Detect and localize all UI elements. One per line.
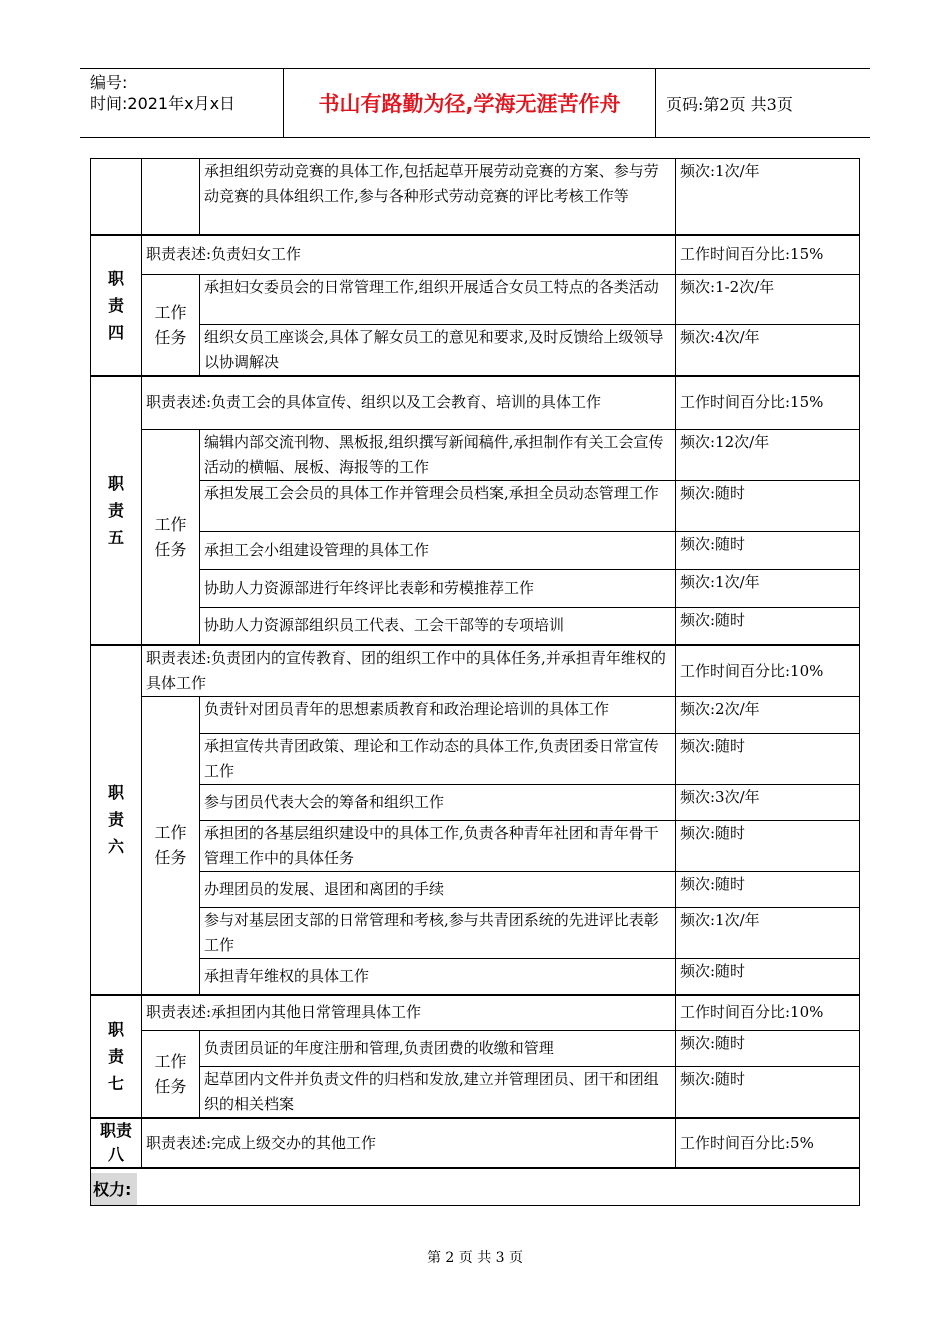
table-row	[91, 275, 860, 325]
table-row	[91, 697, 860, 734]
task-text: 参与对基层团支部的日常管理和考核,参与共青团系统的先进评比表彰工作	[200, 908, 676, 959]
duty-time-percentage: 工作时间百分比:10%	[676, 995, 860, 1031]
task-frequency: 频次:3次/年	[676, 785, 860, 821]
duty-time-percentage: 工作时间百分比:10%	[676, 645, 860, 697]
task-frequency: 频次:12次/年	[676, 429, 860, 480]
table-row	[91, 872, 860, 908]
task-text: 参与团员代表大会的筹备和组织工作	[200, 785, 676, 821]
task-text: 起草团内文件并负责文件的归档和发放,建立并管理团员、团干和团组织的相关档案	[200, 1067, 676, 1119]
task-frequency: 频次:随时	[676, 607, 860, 645]
task-text: 负责针对团员青年的思想素质教育和政治理论培训的具体工作	[200, 697, 676, 734]
table-row	[91, 429, 860, 480]
header-slogan: 书山有路勤为径,学海无涯苦作舟	[284, 69, 656, 137]
task-text: 协助人力资源部进行年终评比表彰和劳模推荐工作	[200, 569, 676, 607]
duty-time-percentage: 工作时间百分比:15%	[676, 376, 860, 429]
task-frequency: 频次:1次/年	[676, 908, 860, 959]
duty-label: 职责七	[91, 995, 142, 1119]
header-meta	[80, 69, 284, 137]
duty-description: 职责表述:承担团内其他日常管理具体工作	[142, 995, 676, 1031]
task-frequency: 频次:随时	[676, 821, 860, 872]
duty-description: 职责表述:完成上级交办的其他工作	[142, 1118, 676, 1168]
table-row	[91, 325, 860, 377]
page-header	[80, 68, 870, 138]
table-row	[91, 995, 860, 1031]
duty-label-cell	[91, 159, 142, 235]
task-frequency: 频次:随时	[676, 734, 860, 785]
task-frequency: 频次:随时	[676, 959, 860, 995]
table-row	[91, 821, 860, 872]
duty-description: 职责表述:负责团内的宣传教育、团的组织工作中的具体任务,并承担青年维权的具体工作	[142, 645, 676, 697]
task-text: 编辑内部交流刊物、黑板报,组织撰写新闻稿件,承担制作有关工会宣传活动的横幅、展板、海报等的工作	[200, 429, 676, 480]
task-text: 协助人力资源部组织员工代表、工会干部等的专项培训	[200, 607, 676, 645]
task-frequency: 频次:随时	[676, 480, 860, 531]
power-row	[91, 1168, 860, 1206]
task-text: 承担宣传共青团政策、理论和工作动态的具体工作,负责团委日常宣传工作	[200, 734, 676, 785]
table-row	[91, 235, 860, 275]
table-row	[91, 1031, 860, 1067]
task-label: 工作任务	[142, 275, 200, 377]
table-row	[91, 159, 860, 235]
duty-time-percentage: 工作时间百分比:15%	[676, 235, 860, 275]
table-row	[91, 908, 860, 959]
task-text: 承担工会小组建设管理的具体工作	[200, 531, 676, 569]
task-frequency: 频次:随时	[676, 531, 860, 569]
duty-description: 职责表述:负责妇女工作	[142, 235, 676, 275]
task-text: 负责团员证的年度注册和管理,负责团费的收缴和管理	[200, 1031, 676, 1067]
duty-time-percentage: 工作时间百分比:5%	[676, 1118, 860, 1168]
power-label: 权力:	[91, 1173, 137, 1205]
task-frequency: 频次:2次/年	[676, 697, 860, 734]
duty-description: 职责表述:负责工会的具体宣传、组织以及工会教育、培训的具体工作	[142, 376, 676, 429]
table-row	[91, 1168, 860, 1206]
task-text: 办理团员的发展、退团和离团的手续	[200, 872, 676, 908]
task-text: 承担青年维权的具体工作	[200, 959, 676, 995]
task-frequency: 频次:1次/年	[676, 159, 860, 235]
duty-label: 职责四	[91, 235, 142, 377]
task-frequency: 频次:随时	[676, 1067, 860, 1119]
task-text: 承担组织劳动竞赛的具体工作,包括起草开展劳动竞赛的方案、参与劳动竞赛的具体组织工作,参与各种形式劳动竞赛的评比考核工作等	[200, 159, 676, 235]
task-label: 工作任务	[142, 1031, 200, 1119]
date-label: 时间:2021年x月x日	[90, 94, 236, 113]
number-label: 编号:	[90, 73, 128, 92]
table-row	[91, 376, 860, 429]
table-row	[91, 569, 860, 607]
duty-label: 职责六	[91, 645, 142, 995]
table-row	[91, 1067, 860, 1119]
task-frequency: 频次:1次/年	[676, 569, 860, 607]
table-row	[91, 959, 860, 995]
task-frequency: 频次:1-2次/年	[676, 275, 860, 325]
table-row	[91, 734, 860, 785]
duty-table	[90, 158, 860, 1206]
task-frequency: 频次:随时	[676, 1031, 860, 1067]
task-text: 组织女员工座谈会,具体了解女员工的意见和要求,及时反馈给上级领导以协调解决	[200, 325, 676, 377]
duty-label: 职责五	[91, 376, 142, 645]
task-text: 承担妇女委员会的日常管理工作,组织开展适合女员工特点的各类活动	[200, 275, 676, 325]
table-row	[91, 531, 860, 569]
table-row	[91, 1118, 860, 1168]
page-footer: 第 2 页 共 3 页	[426, 1250, 524, 1266]
task-frequency: 频次:4次/年	[676, 325, 860, 377]
duty-label: 职责八	[91, 1118, 142, 1168]
header-page-info: 页码:第2页 共3页	[666, 94, 793, 114]
table-row	[91, 480, 860, 531]
table-row	[91, 785, 860, 821]
table-row	[91, 645, 860, 697]
task-label: 工作任务	[142, 429, 200, 645]
task-text: 承担团的各基层组织建设中的具体工作,负责各种青年社团和青年骨干管理工作中的具体任务	[200, 821, 676, 872]
task-label: 工作任务	[142, 697, 200, 995]
task-text: 承担发展工会会员的具体工作并管理会员档案,承担全员动态管理工作	[200, 480, 676, 531]
task-frequency: 频次:随时	[676, 872, 860, 908]
task-label-cell	[142, 159, 200, 235]
table-row	[91, 607, 860, 645]
